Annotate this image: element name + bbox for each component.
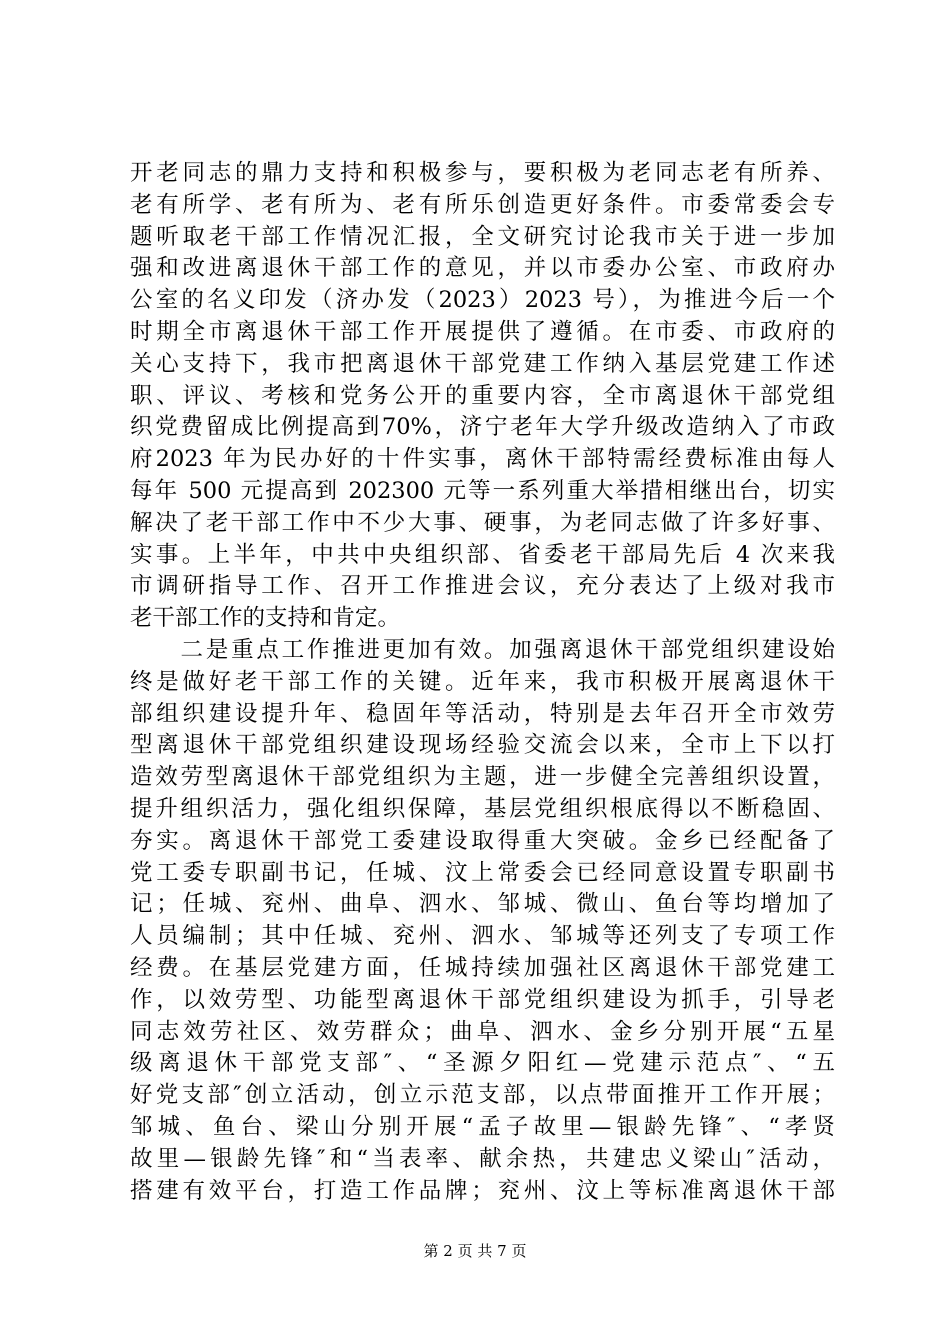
- text-line: 时期全市离退休干部工作开展提供了遵循。在市委、市政府的: [130, 318, 835, 345]
- text-line: 作，以效劳型、功能型离退休干部党组织建设为抓手，引导老: [130, 986, 835, 1013]
- text-line: 夯实。离退休干部党工委建设取得重大突破。金乡已经配备了: [130, 827, 835, 854]
- text-line: 实事。上半年，中共中央组织部、省委老干部局先后 4 次来我: [130, 541, 835, 568]
- text-line: 老干部工作的支持和肯定。: [130, 605, 401, 632]
- text-line: 部组织建设提升年、稳固年等活动，特别是去年召开全市效劳: [130, 700, 835, 727]
- text-line: 开老同志的鼎力支持和积极参与，要积极为老同志老有所养、: [130, 160, 835, 186]
- text-line: 终是做好老干部工作的关键。近年来，我市积极开展离退休干: [130, 668, 835, 695]
- text-line: 故里—银龄先锋″和“当表率、献余热，共建忠义梁山″活动，: [130, 1145, 835, 1172]
- text-line: 职、评议、考核和党务公开的重要内容，全市离退休干部党组: [130, 382, 835, 409]
- text-line: 公室的名义印发（济办发（2023）2023 号），为推进今后一个: [130, 287, 835, 314]
- text-line: 同志效劳社区、效劳群众；曲阜、泗水、金乡分别开展“五星: [130, 1018, 835, 1045]
- text-line: 强和改进离退休干部工作的意见，并以市委办公室、市政府办: [130, 255, 835, 282]
- text-line: 党工委专职副书记，任城、汶上常委会已经同意设置专职副书: [130, 859, 835, 886]
- text-line: 题听取老干部工作情况汇报，全文研究讨论我市关于进一步加: [130, 223, 835, 250]
- text-line: 织党费留成比例提高到70%，济宁老年大学升级改造纳入了市政: [130, 414, 835, 441]
- page-number-footer: 第 2 页 共 7 页: [423, 1242, 527, 1260]
- text-line: 邹城、鱼台、梁山分别开展“孟子故里—银龄先锋″、“孝贤: [130, 1113, 835, 1140]
- text-line: 府2023 年为民办好的十件实事，离休干部特需经费标准由每人: [130, 446, 835, 473]
- text-line: 记；任城、兖州、曲阜、泗水、邹城、微山、鱼台等均增加了: [130, 891, 835, 918]
- text-line: 人员编制；其中任城、兖州、泗水、邹城等还列支了专项工作: [130, 923, 835, 950]
- text-line: 老有所学、老有所为、老有所乐创造更好条件。市委常委会专: [130, 191, 835, 218]
- text-line: 解决了老干部工作中不少大事、硬事，为老同志做了许多好事、: [130, 509, 835, 536]
- text-line: 型离退休干部党组织建设现场经验交流会以来，全市上下以打: [130, 732, 835, 759]
- text-line: 级离退休干部党支部″、“圣源夕阳红—党建示范点″、“五: [130, 1050, 835, 1077]
- text-line: 造效劳型离退休干部党组织为主题，进一步健全完善组织设置，: [130, 764, 835, 791]
- document-body: [130, 158, 835, 1207]
- paragraph-start-line: 二是重点工作推进更加有效。加强离退休干部党组织建设始: [130, 636, 835, 663]
- text-line: 搭建有效平台，打造工作品牌；兖州、汶上等标准离退休干部: [130, 1177, 835, 1204]
- text-line: 好党支部″创立活动，创立示范支部，以点带面推开工作开展；: [130, 1082, 835, 1109]
- text-line: 经费。在基层党建方面，任城持续加强社区离退休干部党建工: [130, 954, 835, 981]
- text-line: 提升组织活力，强化组织保障，基层党组织根底得以不断稳固、: [130, 795, 835, 822]
- text-line: 关心支持下，我市把离退休干部党建工作纳入基层党建工作述: [130, 350, 835, 377]
- text-line: 每年 500 元提高到 202300 元等一系列重大举措相继出台，切实: [130, 477, 835, 504]
- text-line: 市调研指导工作、召开工作推进会议，充分表达了上级对我市: [130, 573, 835, 600]
